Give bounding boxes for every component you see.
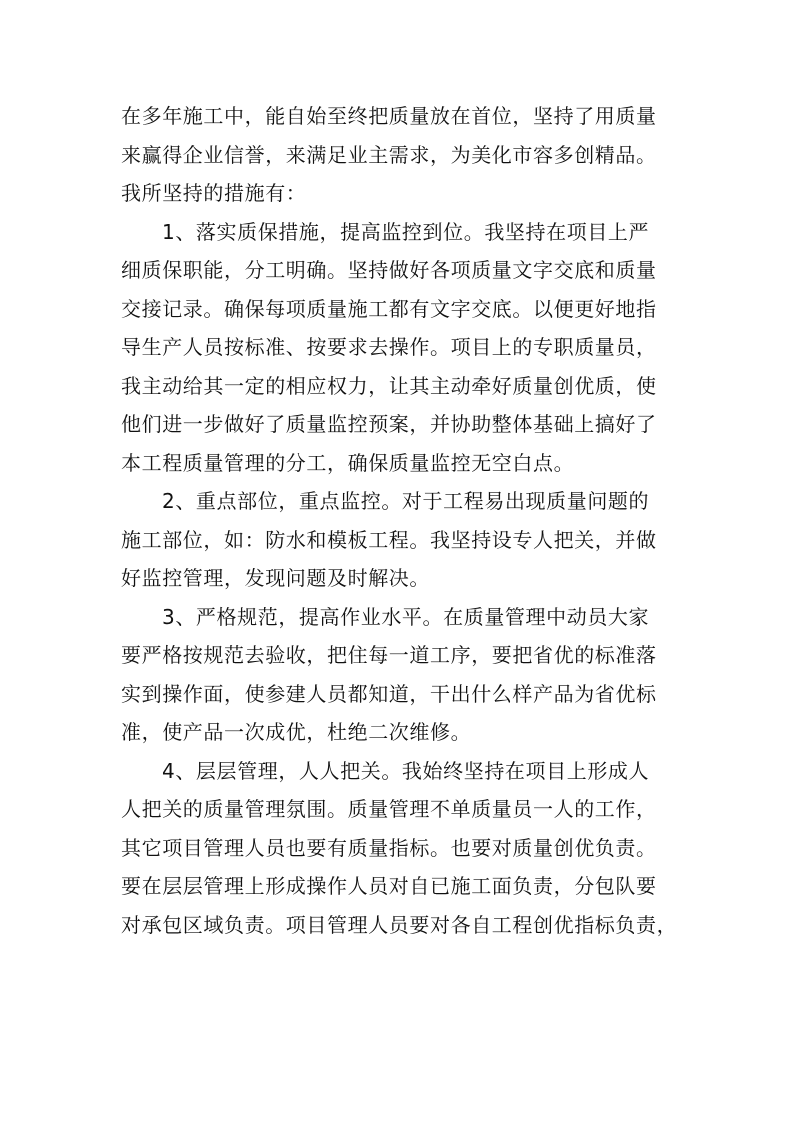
text-line: 好监控管理，发现问题及时解决。 <box>121 566 430 590</box>
text-line: 人把关的质量管理氛围。质量管理不单质量员一人的工作， <box>121 797 657 821</box>
document-body <box>121 97 681 944</box>
text-line: 他们进一步做好了质量监控预案，并协助整体基础上搞好了 <box>121 412 657 436</box>
text-line: 3、严格规范，提高作业水平。在质量管理中动员大家 <box>162 604 650 629</box>
text-line: 实到操作面，使参建人员都知道，干出什么样产品为省优标 <box>121 681 657 706</box>
text-line: 要在层层管理上形成操作人员对自已施工面负责，分包队要 <box>121 874 657 898</box>
text-line: 其它项目管理人员也要有质量指标。也要对质量创优负责。 <box>121 835 657 860</box>
text-line: 要严格按规范去验收，把住每一道工序，要把省优的标准落 <box>121 643 657 667</box>
text-line: 1、落实质保措施，提高监控到位。我坚持在项目上严 <box>162 219 650 244</box>
text-line: 细质保职能，分工明确。坚持做好各项质量文字交底和质量 <box>121 258 657 282</box>
text-line: 2、重点部位，重点监控。对于工程易出现质量问题的 <box>162 489 650 513</box>
text-line: 施工部位，如：防水和模板工程。我坚持设专人把关，并做 <box>121 527 657 552</box>
text-line: 本工程质量管理的分工，确保质量监控无空白点。 <box>121 450 575 475</box>
text-line: 在多年施工中，能自始至终把质量放在首位，坚持了用质量 <box>121 104 657 128</box>
text-line: 准，使产品一次成优，杜绝二次维修。 <box>121 720 472 744</box>
text-line: 我主动给其一定的相应权力，让其主动牵好质量创优质，使 <box>121 373 657 398</box>
text-line: 我所坚持的措施有： <box>121 181 307 205</box>
text-line: 交接记录。确保每项质量施工都有文字交底。以便更好地指 <box>121 296 657 321</box>
text-line: 来赢得企业信誉，来满足业主需求，为美化市容多创精品。 <box>121 142 657 167</box>
text-line: 4、层层管理，人人把关。我始终坚持在项目上形成人 <box>162 758 650 783</box>
text-line: 导生产人员按标准、按要求去操作。项目上的专职质量员， <box>121 335 657 359</box>
text-line: 对承包区域负责。项目管理人员要对各自工程创优指标负责， <box>121 912 678 937</box>
